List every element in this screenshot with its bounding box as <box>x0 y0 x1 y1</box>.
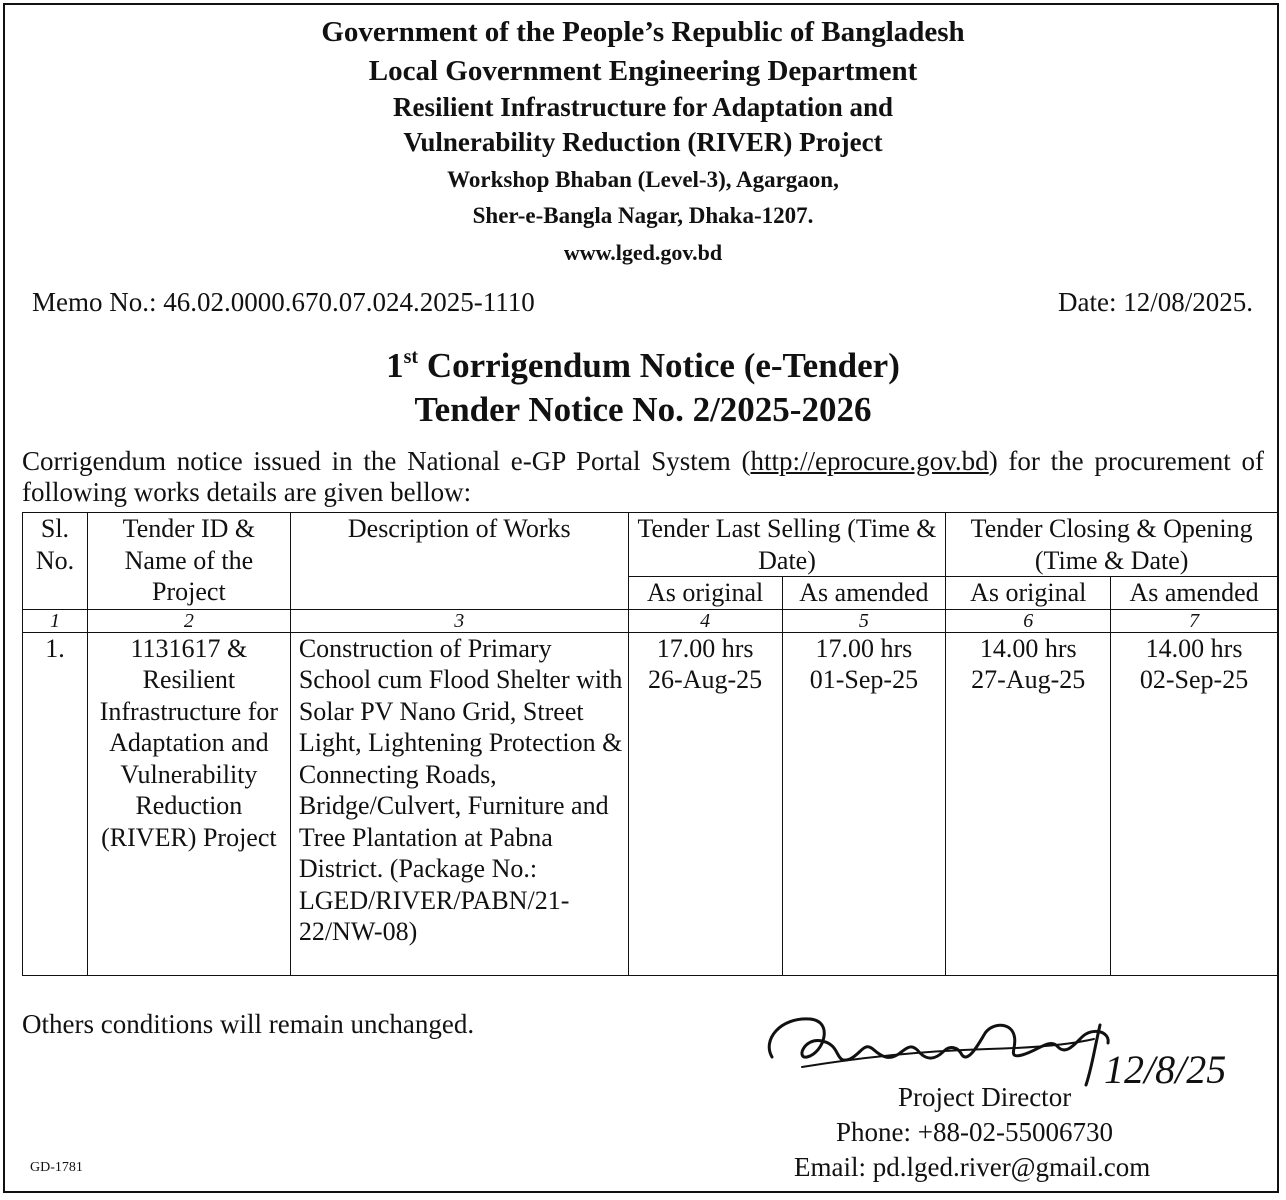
eprocure-link[interactable]: http://eprocure.gov.bd <box>750 446 989 476</box>
signature-date: 12/8/25 <box>1104 1047 1227 1092</box>
header-tender-id: Tender ID & Name of the Project <box>87 513 290 610</box>
table-row <box>23 632 1278 975</box>
subheader-closing-amended: As amended <box>1111 577 1278 610</box>
selling-amended-date: 01-Sep-25 <box>809 665 919 694</box>
column-number-row <box>23 609 1278 632</box>
phone: Phone: +88-02-55006730 <box>836 1117 1113 1147</box>
notice-title <box>0 346 1286 386</box>
header-description: Description of Works <box>290 513 628 610</box>
tender-table <box>22 512 1278 976</box>
column-number: 5 <box>782 609 946 632</box>
column-number: 2 <box>87 609 290 632</box>
footer-note: Others conditions will remain unchanged. <box>22 1009 475 1039</box>
subheader-selling-original: As original <box>628 577 782 610</box>
row-tender-id: 1131617 & Resilient Infrastructure for Adaptation and Vulnerability Reduction (RIVER) Project <box>87 632 290 975</box>
header-address-line1: Workshop Bhaban (Level-3), Agargaon, <box>447 167 839 192</box>
title-text: Corrigendum Notice (e-Tender) <box>418 346 900 385</box>
closing-original-date: 27-Aug-25 <box>971 665 1086 694</box>
row-selling-original <box>628 632 782 975</box>
header-project-line1: Resilient Infrastructure for Adaptation and <box>392 92 893 122</box>
column-number: 1 <box>23 609 88 632</box>
table-header-row <box>23 513 1278 577</box>
row-sl: 1. <box>23 632 88 975</box>
intro-before: Corrigendum notice issued in the National e-GP Portal System ( <box>22 446 751 476</box>
intro-paragraph <box>22 446 1264 508</box>
header-address-line2: Sher-e-Bangla Nagar, Dhaka-1207. <box>472 203 814 228</box>
header-website: www.lged.gov.bd <box>563 240 723 265</box>
subheader-closing-original: As original <box>946 577 1111 610</box>
row-description: Construction of Primary School cum Flood Shelter with Solar PV Nano Grid, Street Light, Lightening Protection & Connecting Roads, Bridge/Culvert, Furniture and Tree Plantation at Pabna District. (Package No.: LGED/RIVER/PABN/21-22/NW-08) <box>290 632 628 975</box>
header-department: Local Government Engineering Department <box>368 55 918 87</box>
title-ordinal: 1 <box>386 346 404 385</box>
column-number: 7 <box>1111 609 1278 632</box>
closing-original-time: 14.00 hrs <box>979 633 1077 663</box>
memo-date: Date: 12/08/2025. <box>1058 287 1253 317</box>
intro-after: ) for the procurement of following works details are given bellow: <box>22 446 1265 507</box>
header-closing-opening: Tender Closing & Opening (Time & Date) <box>946 513 1278 577</box>
selling-original-time: 17.00 hrs <box>656 633 754 663</box>
email: Email: pd.lged.river@gmail.com <box>794 1152 1151 1182</box>
column-number: 6 <box>946 609 1111 632</box>
subheader-selling-amended: As amended <box>782 577 946 610</box>
column-number: 4 <box>628 609 782 632</box>
gd-code: GD-1781 <box>30 1160 83 1175</box>
header-project-line2: Vulnerability Reduction (RIVER) Project <box>403 127 883 157</box>
tender-notice-number: Tender Notice No. 2/2025-2026 <box>414 390 872 429</box>
header-sl: Sl. No. <box>23 513 88 610</box>
designation: Project Director <box>898 1082 1072 1112</box>
header-government: Government of the People’s Republic of Bangladesh <box>321 16 965 48</box>
selling-original-date: 26-Aug-25 <box>648 665 763 694</box>
closing-amended-date: 02-Sep-25 <box>1139 665 1249 694</box>
closing-amended-time: 14.00 hrs <box>1145 633 1243 663</box>
memo-number: Memo No.: 46.02.0000.670.07.024.2025-1110 <box>32 287 535 317</box>
row-selling-amended <box>782 632 946 975</box>
row-closing-amended <box>1111 632 1278 975</box>
column-number: 3 <box>290 609 628 632</box>
selling-amended-time: 17.00 hrs <box>815 633 913 663</box>
title-ordinal-suffix: st <box>403 346 419 368</box>
signature-image <box>752 995 1252 1095</box>
header-last-selling: Tender Last Selling (Time & Date) <box>628 513 946 577</box>
row-closing-original <box>946 632 1111 975</box>
